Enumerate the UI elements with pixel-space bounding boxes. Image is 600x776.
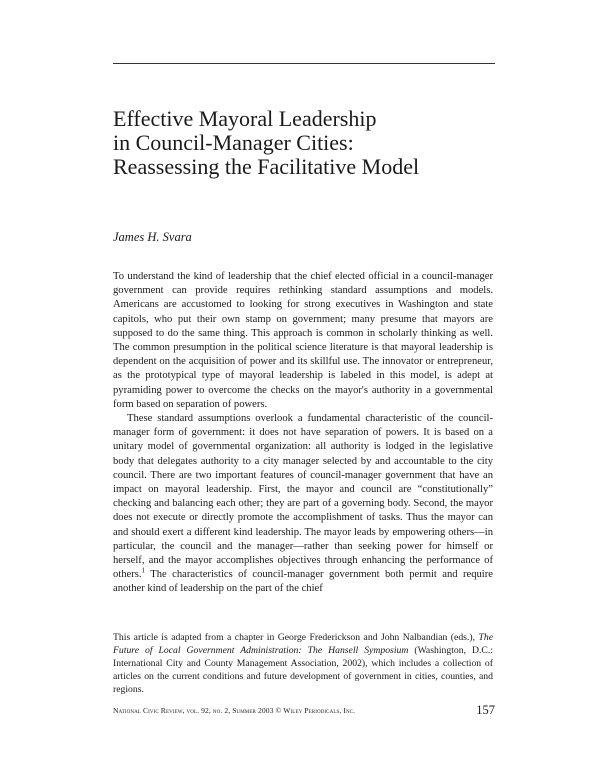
title-line: Effective Mayoral Leadership <box>113 106 377 131</box>
body-paragraph-text: These standard assumptions overlook a fundamental characteristic of the council-manager form of government: it does not have separation of powers. It is based on a unitary model of governmental organization: all authority is lodged in the legislative body that delegates authority to a city manager selected by and accountable to the city council. There are two important features of council-manager government that have an impact on mayoral leadership. First, the mayor and council are “constitutionally” checking and balancing each other; they are part of a governing body. Second, the mayor does not execute or directly promote the accomplishment of tasks. Thus the mayor can and should exert a different kind leadership. The mayor leads by empowering others—in particular, the council and the manager—rather than seeking power for himself or herself, and the mayor accomplishes objectives through enhancing the performance of others. <box>113 413 493 581</box>
page-number: 157 <box>476 703 495 717</box>
body-paragraph: To understand the kind of leadership that the chief elected official in a council-manager government can provide requires rethinking standard assumptions and models. Americans are accustomed to looking for strong executives in Washington and state capitols, who put their own stamp on government; many presume that mayors are supposed to do the same thing. This approach is common in scholarly thinking as well. The common presumption in the political science literature is that mayoral leadership is dependent on the acquisition of power and its skillful use. The innovator or entrepreneur, as the prototypical type of mayoral leadership is labeled in this model, is adept at pyramiding power to overcome the checks on the mayor's authority in a governmental form based on separation of powers. <box>113 271 493 410</box>
title-line: Reassessing the Facilitative Model <box>113 154 420 179</box>
header-rule <box>113 63 495 64</box>
source-note-text: (Washington, D.C.: International City and County Management Association, 2002), which includes a collection of articles on the current conditions and future development of government in cities, counties, and regions. <box>113 645 494 695</box>
article-title <box>113 107 473 179</box>
footnote-reference[interactable]: 1 <box>141 566 146 575</box>
page-footer <box>113 703 495 719</box>
source-note-text: This article is adapted from a chapter in George Frederickson and John Nalbandian (eds.), <box>113 632 479 643</box>
book-title: The Future of Local Government Administration: The Hansell Symposium <box>113 632 493 656</box>
author-name: James H. Svara <box>113 230 192 244</box>
body-paragraph-text: The characteristics of council-manager government both permit and require another kind of leadership on the part of the chief <box>113 569 493 595</box>
source-note <box>113 631 493 696</box>
body-paragraph <box>113 412 493 597</box>
title-line: in Council-Manager Cities: <box>113 130 354 155</box>
article-body <box>113 270 493 597</box>
journal-citation: National Civic Review, vol. 92, no. 2, Summer 2003 © Wiley Periodicals, Inc. <box>113 706 356 715</box>
